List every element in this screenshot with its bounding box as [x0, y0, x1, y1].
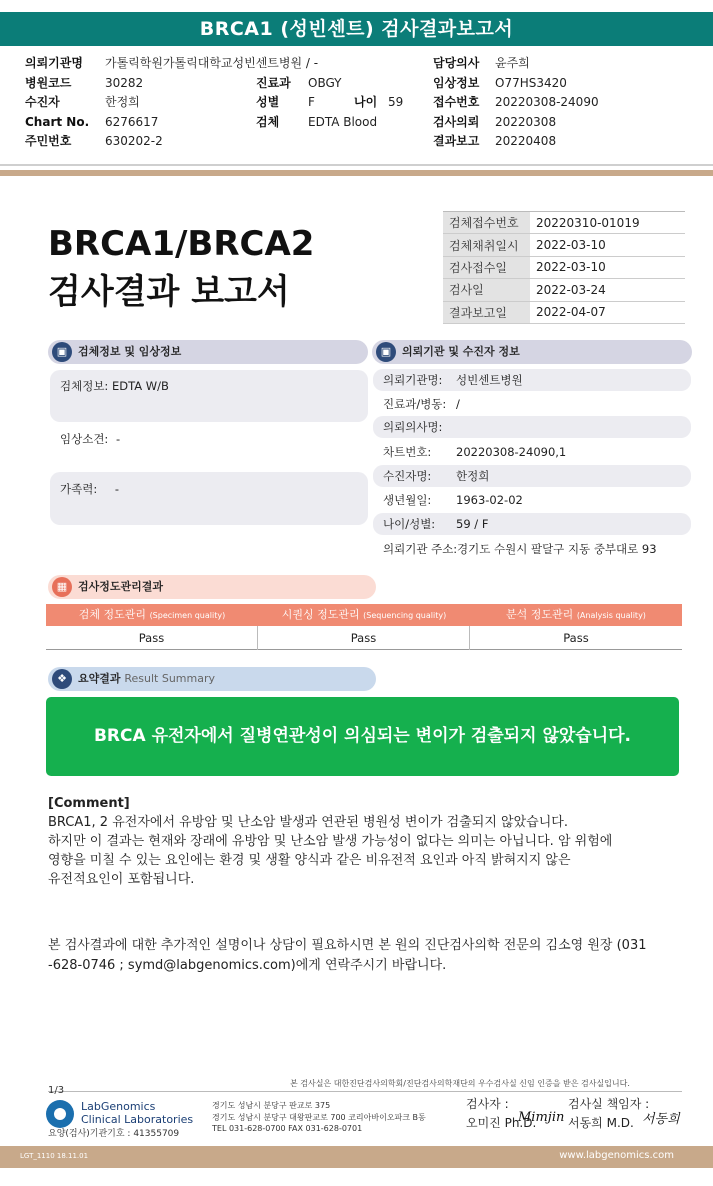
tester-name: 오미진 Ph.D. [466, 1116, 537, 1130]
lab-name [81, 1100, 193, 1126]
label-department: 진료과 [256, 75, 291, 90]
logo-inner-dot [54, 1108, 66, 1120]
label-chart-no: Chart No. [25, 114, 90, 129]
header-col-3 [433, 54, 599, 152]
chief-name: 서동희 M.D. [568, 1116, 634, 1130]
label-report-date: 결과보고 [433, 134, 480, 148]
value-institution: 가톨릭학원가톨릭대학교성빈센트병원 / - [105, 56, 319, 70]
label-receipt-no: 접수번호 [433, 95, 480, 109]
inst-row-label: 의뢰의사명: [383, 420, 443, 434]
inst-address-value: 경기도 수원시 팔달구 지동 중부대로 93 [457, 542, 657, 556]
quality-table-header [46, 604, 682, 626]
contact-line: -628-0746 ; symd@labgenomics.com)에게 연락주시기 바랍니다. [48, 958, 447, 973]
label-sex: 성별 [256, 95, 280, 109]
inst-row-label: 차트번호: [383, 445, 432, 459]
meta-label: 검사접수일 [443, 256, 530, 278]
value-age: 59 [388, 95, 404, 109]
meta-value: 2022-03-10 [530, 256, 685, 278]
value-request-date: 20220308 [495, 114, 557, 129]
tester-signature: Mimjin [518, 1110, 565, 1125]
address-line: 경기도 성남시 분당구 대왕판교로 700 코리아바이오파크 B동 [212, 1112, 426, 1122]
lab-name-line-1: LabGenomics [81, 1100, 156, 1113]
quality-table-row [46, 626, 682, 650]
meta-value: 20220310-01019 [530, 212, 685, 234]
inst-row-value: 1963-02-02 [456, 493, 523, 507]
value-sex: F [308, 95, 315, 109]
label-patient: 수진자 [25, 95, 60, 109]
inst-row-value: 한정희 [456, 469, 490, 483]
inst-row [373, 465, 691, 487]
specimen-section-title: 검체정보 및 임상정보 [78, 345, 182, 358]
value-chart-no: 6276617 [105, 114, 159, 129]
quality-section-title: 검사정도관리결과 [78, 580, 164, 593]
label-age: 나이 [354, 95, 378, 109]
quality-value: Pass [563, 631, 589, 645]
contact-block [48, 936, 688, 976]
value-specimen: EDTA Blood [308, 114, 378, 129]
lab-name-line-2: Clinical Laboratories [81, 1113, 194, 1126]
page-title-line-2: 검사결과 보고서 [48, 272, 290, 312]
registration-number: 요양(검사)기관기호 : 41355709 [48, 1129, 180, 1139]
clinical-label: 임상소견: [60, 432, 109, 446]
specimen-info-box [50, 370, 368, 422]
inst-row-label: 생년월일: [383, 493, 432, 507]
inst-row-label: 진료과/병동: [383, 397, 447, 411]
chief-label: 검사실 책임자 : [568, 1097, 650, 1111]
inst-row-value: 20220308-24090,1 [456, 445, 567, 459]
meta-label: 검체채취일시 [443, 234, 530, 256]
meta-value: 2022-03-24 [530, 279, 685, 301]
quality-col-header: 시퀀싱 정도관리 (Sequencing quality) [281, 608, 447, 621]
value-clinical-info: O77HS3420 [495, 75, 567, 90]
inst-row [373, 441, 691, 463]
report-meta-table [443, 211, 685, 324]
ribbon-icon: ❖ [52, 669, 72, 689]
result-summary-box: BRCA 유전자에서 질병연관성이 의심되는 변이가 검출되지 않았습니다. [46, 697, 679, 776]
inst-row [373, 393, 691, 415]
chief-signature: 서동희 [642, 1112, 680, 1127]
inst-row-label: 의뢰기관명: [383, 373, 443, 387]
form-code: LGT_1110 18.11.01 [20, 1152, 89, 1160]
meta-label: 결과보고일 [443, 301, 530, 323]
value-department: OBGY [308, 75, 342, 90]
lab-address [212, 1100, 426, 1135]
summary-section-title-en: Result Summary [124, 672, 216, 685]
report-banner: BRCA1 (성빈센트) 검사결과보고서 [0, 12, 713, 46]
page-top-bar [0, 170, 713, 176]
page-title [48, 222, 314, 314]
value-receipt-no: 20220308-24090 [495, 95, 599, 109]
quality-col-header: 검체 정도관리 (Specimen quality) [78, 608, 226, 621]
label-doctor: 담당의사 [433, 56, 480, 70]
clipboard-icon: ▦ [52, 577, 72, 597]
value-resident-no: 630202-2 [105, 134, 163, 148]
institution-icon: ▣ [376, 342, 396, 362]
label-hospital-code: 병원코드 [25, 75, 72, 90]
inst-row-label: 수진자명: [383, 469, 432, 483]
inst-row-value: / [456, 397, 460, 411]
quality-section-header [48, 575, 376, 599]
summary-section-header [48, 667, 376, 691]
summary-section-title: 요약결과 [78, 672, 121, 685]
label-request-date: 검사의뢰 [433, 114, 480, 129]
meta-label: 검체접수번호 [443, 212, 530, 234]
value-patient: 한정희 [105, 95, 140, 109]
label-specimen: 검체 [256, 114, 280, 129]
comment-line: BRCA1, 2 유전자에서 유방암 및 난소암 발생과 연관된 병원성 변이가 검출되지 않았습니다. [48, 815, 568, 830]
comment-line: 하지만 이 결과는 현재와 장래에 유방암 및 난소암 발생 가능성이 없다는 의미는 아닙니다. 암 위험에 [48, 834, 613, 849]
meta-value: 2022-04-07 [530, 301, 685, 323]
family-value: - [114, 482, 120, 496]
inst-row-value: 성빈센트병원 [456, 373, 523, 387]
value-doctor: 윤주희 [495, 56, 530, 70]
footer-bar [0, 1146, 713, 1168]
meta-value: 2022-03-10 [530, 234, 685, 256]
value-report-date: 20220408 [495, 134, 557, 148]
institution-section-header [372, 340, 692, 364]
inst-address-label: 의뢰기관 주소: [383, 542, 458, 556]
inst-row-label: 나이/성별: [383, 517, 436, 531]
comment-block [48, 794, 678, 889]
header-col-2 [256, 74, 403, 133]
specimen-info: 검체정보: EDTA W/B [60, 379, 169, 393]
address-line: 경기도 성남시 분당구 판교로 375 [212, 1101, 331, 1110]
comment-heading: [Comment] [48, 796, 130, 811]
table-row [443, 234, 685, 256]
table-row [443, 256, 685, 278]
quality-col-header: 분석 정도관리 (Analysis quality) [506, 608, 646, 621]
certification-note: 본 검사실은 대한진단검사의학회/진단검사의학재단의 우수검사실 신임 인증을 받은 검사실입니다. [290, 1079, 630, 1088]
summary-section-title-group [78, 667, 215, 691]
meta-label: 검사일 [443, 279, 530, 301]
quality-value: Pass [46, 626, 258, 650]
specimen-icon: ▣ [52, 342, 72, 362]
website-link[interactable]: www.labgenomics.com [559, 1150, 674, 1161]
page-title-line-1: BRCA1/BRCA2 [48, 224, 315, 264]
label-institution: 의뢰기관명 [25, 56, 83, 70]
family-label: 가족력: [60, 482, 98, 496]
inst-row [373, 416, 691, 438]
family-history-box [50, 472, 368, 525]
comment-line: 영향을 미칠 수 있는 요인에는 환경 및 생활 양식과 같은 비유전적 요인과 아직 밝혀지지 않은 [48, 853, 571, 868]
inst-row-value: 59 / F [456, 517, 489, 531]
inst-row [373, 369, 691, 391]
address-line: TEL 031-628-0700 FAX 031-628-0701 [212, 1124, 363, 1133]
table-row [443, 212, 685, 234]
header-divider [0, 164, 713, 166]
inst-row [373, 513, 691, 535]
contact-line: 본 검사결과에 대한 추가적인 설명이나 상담이 필요하시면 본 원의 진단검사의학 전문의 김소영 원장 (031 [48, 938, 647, 953]
clinical-row [60, 431, 120, 447]
comment-line: 유전적요인이 포함됩니다. [48, 872, 195, 887]
value-hospital-code: 30282 [105, 75, 144, 90]
clinical-value: - [115, 432, 121, 446]
page-number: 1/3 [48, 1085, 65, 1096]
tester-label: 검사자 : [466, 1097, 509, 1111]
inst-address-row [373, 538, 691, 560]
label-resident-no: 주민번호 [25, 134, 72, 148]
institution-section-title: 의뢰기관 및 수진자 정보 [402, 345, 520, 358]
table-row [443, 301, 685, 323]
table-row [443, 279, 685, 301]
label-clinical-info: 임상정보 [433, 75, 480, 90]
quality-value: Pass [258, 626, 470, 650]
footer-divider [48, 1091, 682, 1092]
inst-row [373, 489, 691, 511]
specimen-section-header [48, 340, 368, 364]
